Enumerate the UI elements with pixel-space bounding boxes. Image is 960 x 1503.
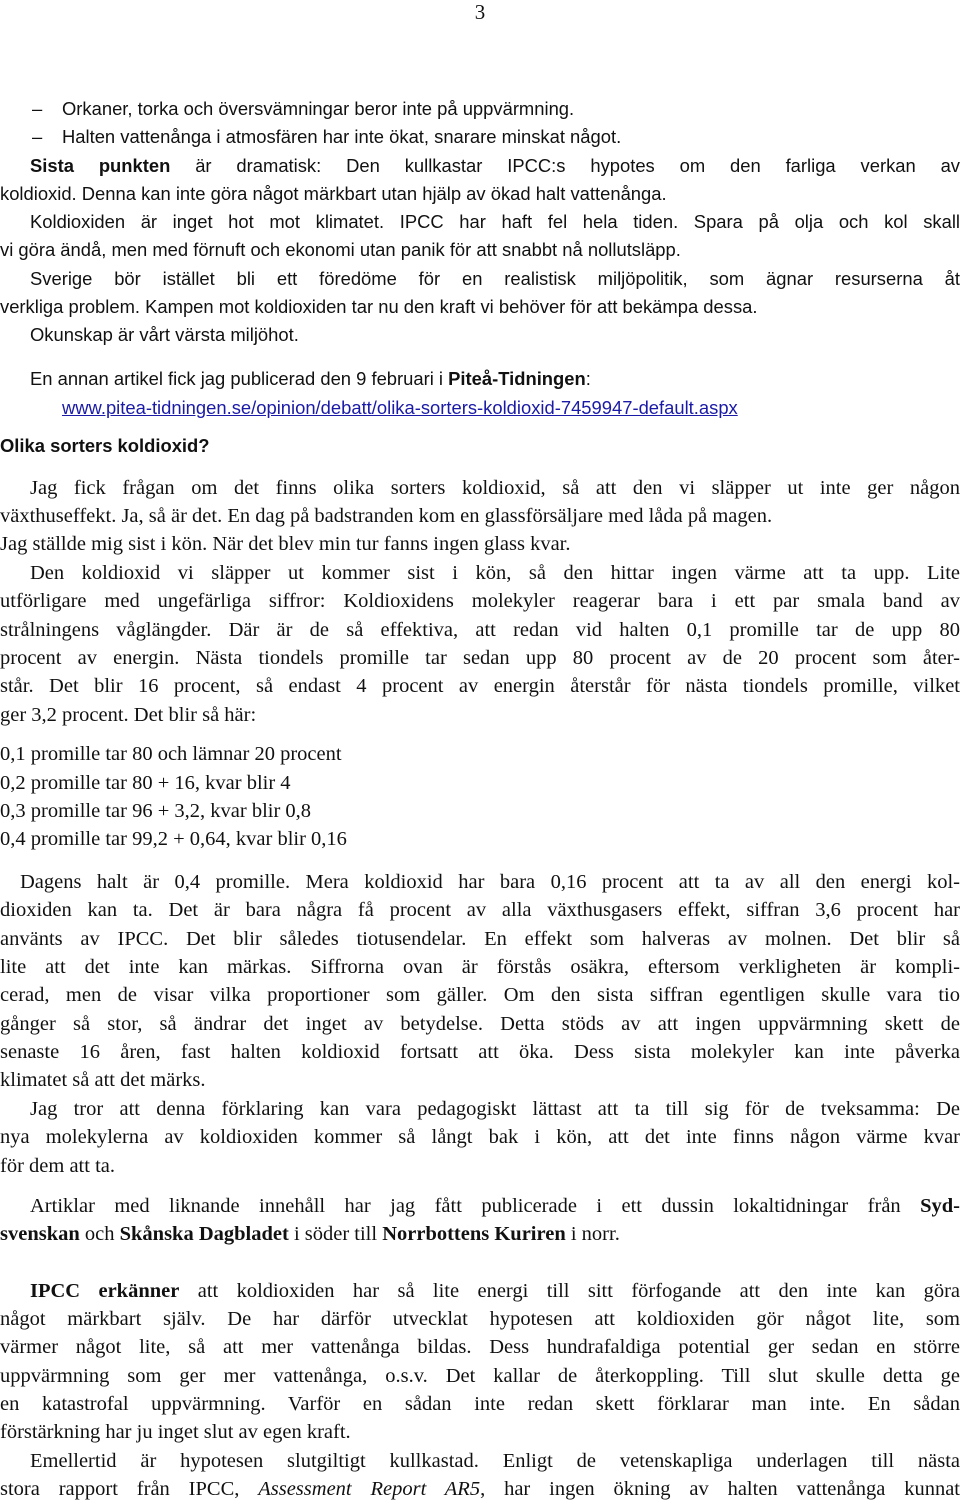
intro-line: verkliga problem. Kampen mot koldioxiden tar nu den kraft vi behöver för att bekämpa dessa. bbox=[0, 296, 758, 317]
intro-line: vi göra ändå, men med förnuft och ekonomi utan panik för att snabbt nå nollutsläpp. bbox=[0, 239, 681, 260]
body-line: gånger så stor, så ändrar det inget av betydelse. Detta stöds av att ingen uppvärmning skett de bbox=[0, 1013, 960, 1035]
body-line: strålningens våglängder. Där är de så effektiva, att redan vid halten 0,1 promille tar de upp 80 bbox=[0, 619, 960, 641]
bullet-item bbox=[32, 96, 932, 122]
ipcc-line bbox=[0, 1476, 960, 1502]
calc-line: 0,1 promille tar 80 och lämnar 20 procent bbox=[0, 743, 342, 765]
bullet-item bbox=[32, 124, 932, 150]
body-line: klimatet så att det märks. bbox=[0, 1069, 206, 1091]
ipcc-line: något märkbart själv. De har därför utvecklat hypotesen att koldioxiden gör något lite, som bbox=[0, 1308, 960, 1330]
article-reference bbox=[30, 366, 960, 392]
body-line: för dem att ta. bbox=[0, 1155, 115, 1177]
calc-line: 0,4 promille tar 99,2 + 0,64, kvar blir 0,16 bbox=[0, 828, 347, 850]
dash-icon: – bbox=[32, 126, 43, 147]
ipcc-line bbox=[30, 1278, 960, 1304]
body-line: cerad, men de visar vilka proportioner som gäller. Om den sista siffran egentligen skulle vara tio bbox=[0, 984, 960, 1006]
articles-text: i söder till bbox=[288, 1223, 383, 1245]
articles-line bbox=[30, 1193, 960, 1219]
body-line: nya molekylerna av koldioxiden kommer så långt bak i kön, att det inte finns någon värme kvar bbox=[0, 1126, 960, 1148]
calc-line: 0,3 promille tar 96 + 3,2, kvar blir 0,8 bbox=[0, 800, 312, 822]
intro-text: är dramatisk: Den kullkastar IPCC:s hypotes om den farliga verkan av bbox=[170, 155, 960, 176]
body-line: utförligare med ungefärliga siffror: Koldioxidens molekyler reagerar bara i ett par smala band av bbox=[0, 590, 960, 612]
body-line: växthuseffekt. Ja, så är det. En dag på badstranden kom en glassförsäljare med låda på magen. bbox=[0, 505, 773, 527]
newspaper-name: Piteå-Tidningen bbox=[448, 368, 586, 389]
body-line: Jag ställde mig sist i kön. När det blev min tur fanns ingen glass kvar. bbox=[0, 533, 571, 555]
intro-bold: Sista punkten bbox=[30, 155, 171, 176]
dash-icon: – bbox=[32, 98, 43, 119]
newspaper-name: Skånska Dagbladet bbox=[119, 1223, 289, 1245]
ipcc-text: stora rapport från IPCC, bbox=[0, 1478, 259, 1500]
ipcc-line: uppvärmning som ger mer vattenånga, o.s.v. Det kallar de återkoppling. Till slut skulle detta ge bbox=[0, 1365, 960, 1387]
body-line: lite att det inte kan märkas. Siffrorna ovan är förstås osäkra, eftersom verkligheten är kompli- bbox=[0, 956, 960, 978]
intro-line: koldioxid. Denna kan inte göra något märkbart utan hjälp av ökad halt vattenånga. bbox=[0, 183, 667, 204]
ipcc-line: värmer något lite, så att mer vattenånga bildas. Dess hundrafaldiga potential ger sedan en större bbox=[0, 1336, 960, 1358]
newspaper-name: svenskan bbox=[0, 1223, 80, 1245]
articles-text: i norr. bbox=[565, 1223, 620, 1245]
newspaper-name: Syd- bbox=[920, 1195, 960, 1217]
ipcc-text: , har ingen ökning av halten vattenånga kunnat bbox=[480, 1478, 960, 1500]
ipcc-bold: IPCC erkänner bbox=[30, 1280, 180, 1302]
body-line: Den koldioxid vi släpper ut kommer sist i kön, så den hittar ingen värme att ta upp. Lite bbox=[30, 562, 960, 584]
ipcc-text: att koldioxiden har så lite energi till sitt förfogande att den inte kan göra bbox=[179, 1280, 960, 1302]
body-line: procent av energin. Nästa tiondels promille tar sedan upp 80 procent av de 20 procent som åter- bbox=[0, 647, 960, 669]
body-line: Dagens halt är 0,4 promille. Mera koldioxid har bara 0,16 procent att ta av all den energi kol- bbox=[20, 871, 960, 893]
body-line: dioxiden kan ta. Det är bara några få procent av alla växthusgasers effekt, siffran 3,6 procent har bbox=[0, 899, 960, 921]
intro-line: Sverige bör istället bli ett föredöme för en realistisk miljöpolitik, som ägnar resurserna åt bbox=[30, 268, 960, 289]
page-number: 3 bbox=[474, 0, 486, 24]
bullet-text: Orkaner, torka och översvämningar beror inte på uppvärmning. bbox=[62, 98, 575, 119]
body-line: står. Det blir 16 procent, så endast 4 procent av energin återstår för nästa tiondels promille, vilket bbox=[0, 675, 960, 697]
body-line: Jag tror att denna förklaring kan vara pedagogiskt lättast att ta till sig för de tveksamma: De bbox=[30, 1098, 960, 1120]
body-line: senaste 16 åren, fast halten koldioxid fortsatt att öka. Dess sista molekyler kan inte påverka bbox=[0, 1041, 960, 1063]
intro-line bbox=[30, 153, 960, 179]
article-ref-prefix: En annan artikel fick jag publicerad den 9 februari i bbox=[30, 368, 449, 389]
articles-line bbox=[0, 1221, 960, 1247]
article-ref-suffix: : bbox=[585, 368, 591, 389]
intro-line: Koldioxiden är inget hot mot klimatet. IPCC har haft fel hela tiden. Spara på olja och kol skall bbox=[30, 211, 960, 232]
bullet-text: Halten vattenånga i atmosfären har inte ökat, snarare minskat något. bbox=[62, 126, 622, 147]
body-line: Jag fick frågan om det finns olika sorters koldioxid, så att den vi släpper ut inte ger någon bbox=[30, 477, 960, 499]
section-heading: Olika sorters koldioxid? bbox=[0, 435, 210, 456]
body-line: ger 3,2 procent. Det blir så här: bbox=[0, 704, 257, 726]
articles-text: och bbox=[79, 1223, 120, 1245]
report-title: Assessment Report AR5 bbox=[258, 1478, 481, 1500]
article-link-line bbox=[62, 395, 960, 421]
articles-text: Artiklar med liknande innehåll har jag fått publicerade i ett dussin lokaltidningar från bbox=[30, 1195, 921, 1217]
newspaper-name: Norrbottens Kuriren bbox=[382, 1223, 566, 1245]
ipcc-line: en katastrofal uppvärmning. Varför en sådan inte redan skett förklarar man inte. En sådan bbox=[0, 1393, 960, 1415]
body-line: använts av IPCC. Det blir således tiotusendelar. En effekt som halveras av molnen. Det blir så bbox=[0, 928, 960, 950]
intro-line: Okunskap är vårt värsta miljöhot. bbox=[30, 324, 299, 345]
ipcc-line: Emellertid är hypotesen slutgiltigt kullkastad. Enligt de vetenskapliga underlagen till nästa bbox=[30, 1450, 960, 1472]
calc-line: 0,2 promille tar 80 + 16, kvar blir 4 bbox=[0, 772, 291, 794]
ipcc-line: förstärkning har ju inget slut av egen kraft. bbox=[0, 1421, 351, 1443]
article-link[interactable]: www.pitea-tidningen.se/opinion/debatt/olika-sorters-koldioxid-7459947-default.aspx bbox=[62, 397, 738, 418]
